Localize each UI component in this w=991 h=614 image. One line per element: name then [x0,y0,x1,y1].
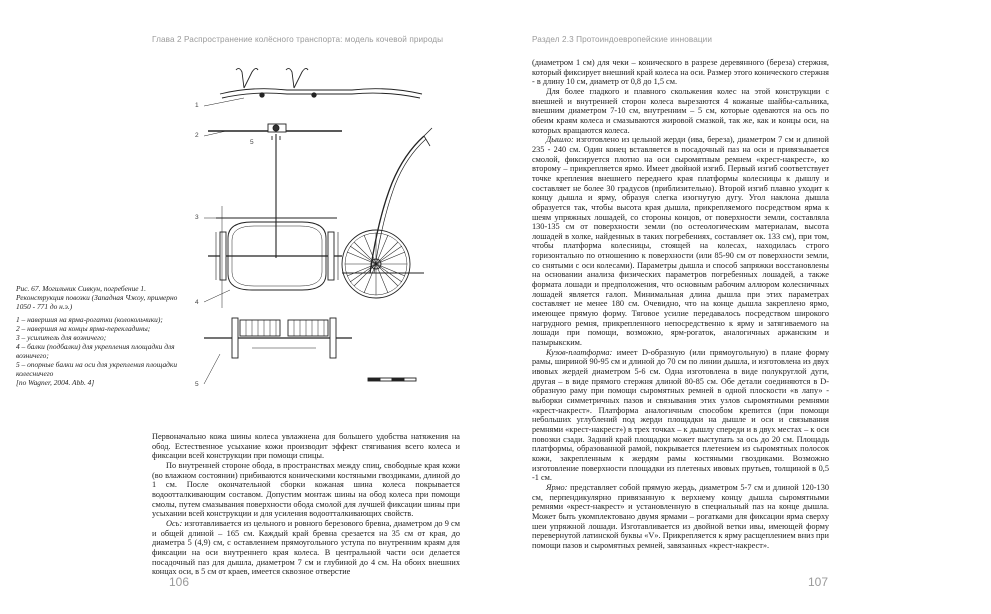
caption-title: Рис. 67. Могильник Сивкун, погребение 1. Реконструкция повозки (Западная Чжоу, примерно 1050 - 771 до н.э.) [16,284,178,311]
chariot-reconstruction-drawing [192,58,462,410]
legend-item: 4 – балки (подбалки) для укрепления площадки для возничего; [16,342,175,360]
running-head-right: Раздел 2.3 Протоиндоевропейские инновации [532,35,713,44]
figure-label-1: 1 [195,102,199,109]
section-lead-word: Ось: [166,518,183,528]
legend-item: 1 – навершия на ярма-рогатки (колокольчики); [16,315,163,324]
running-head-left: Глава 2 Распространение колёсного транспорта: модель кочевой природы [152,35,444,44]
paragraph: Ярмо: представляет собой прямую жердь, диаметром 5-7 см и длиной 120-130 см, перпендикулярно привязанную к верхнему концу дышла сыромятными ремнями «крест-накрест» и установленную в специальный паз на конце дышла. Может быть укомплектовано двумя ярмами – рогатками для фиксации ярма сверху шеи упряжной лошади. Изготавливается из двойной ветки ивы, имеющей форму перевернутой латинской буквы «V». Прикрепляется к ярму расщеплением вниз при помощи пазов и сыромятных ремней, завязанных «крест-накрест». [532,482,829,550]
section-lead-word: Ярмо: [546,482,568,492]
figure-label-3: 3 [195,214,199,221]
section-lead-word: Дышло: [546,135,574,145]
paragraph: Кузов-платформа: имеет D-образную (или прямоугольную) в плане форму рамы, шириной 90-95 см и длиной до 70 см по линии дышла, и изготовлена из двух ивовых жердей диаметром 5-6 см. Одна изготовлена в виде полукруглой дуги, другая – в виде прямого стержня длиной 80-85 см. Обе детали соединяются в D-образную раму при помощи сыромятных ремней в одной плоскости «в лапу» - выборки симметричных пазов и связывания этих узлов сыромятными ремнями «крест-накрест». Платформа аналогичным способом крепится (при помощи небольших углублений под жерди площадки на дышле и оси и связывания ремнями «крест-накрест») в трех точках – к дышлу спереди и в двух местах – к оси повозки сзади. Задний край площадки может выступать за ось до 20 см. Площадь платформы, образованной рамой, покрывается плетением из сыромятных полосок кожи, закрепленным к жердям рамы костяными гвоздиками. Возможно изготовление поверхности площадки из плетеных ивовых прутьев, толщиной в 0,5 -1 см. [532,347,829,483]
figure-label-5: 5 [250,139,254,146]
figure-label-5b: 5 [195,381,199,388]
section-lead-word: Кузов-платформа: [546,347,613,357]
legend-item: 2 – навершия на концы ярма-перекладины; [16,324,151,333]
figure-caption [16,284,184,387]
scale-bar [368,378,416,381]
right-page-body [532,58,829,550]
plan-view-drawing [208,124,342,290]
legend-item: 3 – усилитель для возничего; [16,333,107,342]
paragraph: По внутренней стороне обода, в пространствах между спиц, свободные края кожи (во влажном состоянии) прибиваются коническими костяными гвоздиками, длиной до 1 см. После окончательной сборки кожаная шина колеса покрывается водоотталкивающим составом. Допустим монтаж шины на обод колеса при помощи смолы, путем смазывания поверхности обода смолой для лучшей фиксации шины при усыхании всей конструкции и для усиления водоотталкивающих свойств. [152,460,460,519]
paragraph: Дышло: изготовлено из цельной жерди (ива, береза), диаметром 7 см и длиной 235 - 240 см. Один конец вставляется в посадочный паз на оси и привязывается смолой, фиксируется плотно на оси сыромятным ремнем «крест-накрест», ко второму – прикрепляется ярмо. Имеет двойной изгиб. Первый изгиб соответствует точке крепления внешнего переднего края платформы колесницы к дышлу и составляет не более 30 градусов (приблизительно). Второй изгиб плавно уходит к концу дышла и ярму, образуя слегка изогнутую дугу. Угол наклона дышла образуется так, чтобы высота края дышла, прикрепляемого посредством ярма к шеям упряжных лошадей, со стороны концов, от поверхности земли, составляла 130-135 см от поверхности земли (по остеологическим материалам, высота лошадей в холке, найденных в таких погребениях, составляет ок. 133 см), при том, чтобы платформа колесницы, стоящей на колесах, находилась строго горизонтально по отношению к поверхности (или 85-90 см от поверхности земли, со снятыми с оси колесами). Параметры дышла и способ запряжки восстановлены на основании анализа физических параметров погребенных лошадей, а также формата лошади и предположения, что основным рабочим аллюром колесничных лошадей является галоп. Минимальная длина дышла при этих параметрах составляет не менее 180 см. Очевидно, что на конце дышла закреплено ярмо, имеющее прямую форму. Тяговое усилие передавалось посредством широкого нагрудного ремня, прикрепленного непосредственно к ярму и затягиваемого на лошади при помощи, возможно, ярм-рогаток, аналогичных аржанским и пазырыкским. [532,135,829,348]
left-page-body [152,432,460,577]
paragraph: Для более гладкого и плавного скольжения колес на этой конструкции с внешней и внутренней сторон колеса вырезаются 4 кожаные шайбы-сальника, внешним диаметром 7-10 см, внутренним – 5 см, которые одеваются на ось по обеим краям колеса и смазываются жировой смазкой, так же, как и концы оси, на которых вращаются колеса. [532,86,829,135]
side-view-drawing [342,128,432,298]
paragraph: Ось: изготавливается из цельного и ровного березового бревна, диаметром до 9 см и общей длиной – 165 см. Каждый край бревна срезается на 35 см от края, до диаметра 5 (4,9) см, с оставлением прямоугольного уступа по внутренним краям для фиксации на оси внутреннего края колеса. В центральной части оси делается посадочный паз для дышла, диаметром 7 см и глубиной до 4 см. На обоих внешних концах оси, в 5 см от краев, имеется сквозное отверстие [152,518,460,577]
yoke-drawing [220,68,422,98]
page-number-right: 107 [808,575,829,589]
page-number-left: 106 [169,575,190,589]
chariot-drawing-svg [192,58,462,410]
paragraph: Первоначально кожа шины колеса увлажнена для большего удобства натяжения на обод. Естественное усыхание кожи производит эффект стягивания всего колеса и фиксации всей конструкции при помощи спицы. [152,432,460,461]
rear-view-drawing [204,318,352,358]
wheel-spokes [345,233,407,295]
paragraph: (диаметром 1 см) для чеки – конического в разрезе деревянного (береза) стержня, который фиксирует внешний край колеса на оси. Размер этого конического стержня - в длину 10 см, диаметр от 0,8 до 1,5 см. [532,58,829,87]
figure-label-4: 4 [195,299,199,306]
legend-item: 5 – опорные балки на оси для укрепления площадки колесничего [16,360,178,378]
legend-source: [по Wagner, 2004. Abb. 4] [16,378,95,387]
figure-label-2: 2 [195,132,199,139]
caption-legend [16,315,184,387]
